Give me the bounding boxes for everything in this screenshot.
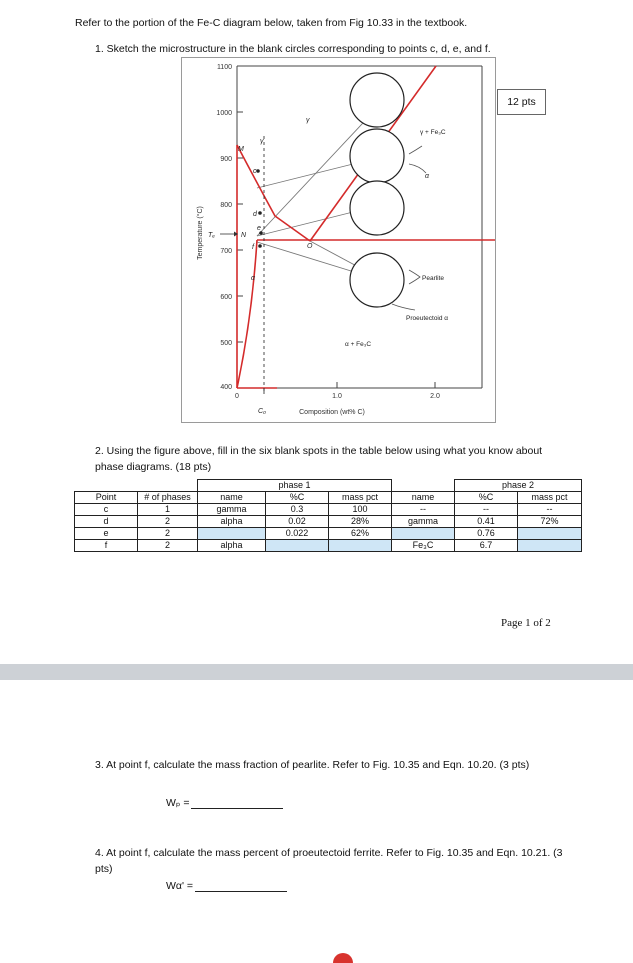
alpha-region-label: α	[251, 275, 255, 282]
points-badge: 12 pts	[497, 89, 546, 115]
cell-p2-c[interactable]: 6.7	[455, 540, 518, 552]
cell-p1-mass[interactable]: 100	[329, 504, 392, 516]
cell-point: e	[75, 528, 138, 540]
page-divider	[0, 664, 633, 680]
cell-phases: 2	[138, 528, 198, 540]
cell-p1-name[interactable]: gamma	[198, 504, 266, 516]
y-tick-label: 900	[220, 156, 232, 163]
cell-p2-name-blank[interactable]	[392, 528, 455, 540]
microstructure-circle-c	[350, 73, 404, 127]
point-o-label: O	[307, 243, 313, 250]
ferrite-answer	[166, 880, 287, 892]
page-indicator: Page 1 of 2	[501, 617, 551, 629]
cell-phases: 2	[138, 540, 198, 552]
column-header: %C	[266, 492, 329, 504]
recording-indicator-icon	[333, 953, 353, 963]
label-pointer	[392, 304, 415, 310]
cell-point: c	[75, 504, 138, 516]
table-row	[75, 528, 582, 540]
cell-p2-c[interactable]: 0.41	[455, 516, 518, 528]
question-4: 4. At point f, calculate the mass percent of proeutectoid ferrite. Refer to Fig. 10.35 and Eqn. 10.21. (3 pts)	[95, 847, 563, 875]
cell-p1-name[interactable]: alpha	[198, 516, 266, 528]
y-tick-label: 1100	[216, 64, 232, 71]
cell-p2-name[interactable]: --	[392, 504, 455, 516]
cell-p1-c-blank[interactable]	[266, 540, 329, 552]
cell-p1-c[interactable]: 0.02	[266, 516, 329, 528]
fe-c-phase-diagram	[181, 57, 496, 423]
cell-p2-mass-blank[interactable]	[518, 540, 582, 552]
intro-text: Refer to the portion of the Fe-C diagram below, taken from Fig 10.33 in the textbook.	[75, 17, 468, 29]
y-tick-label: 1000	[216, 110, 232, 117]
cell-phases: 2	[138, 516, 198, 528]
cell-p1-c[interactable]: 0.3	[266, 504, 329, 516]
phase-boundary	[237, 145, 310, 241]
column-header: Point	[75, 492, 138, 504]
x-tick-label: 2.0	[430, 393, 440, 400]
cell-p2-name[interactable]: Fe₃C	[392, 540, 455, 552]
te-label: Tₑ	[208, 232, 215, 239]
pearlite-answer-label: Wₚ =	[166, 797, 190, 809]
point-e-label: e	[257, 225, 261, 232]
microstructure-circle-d	[350, 129, 404, 183]
pearlite-brace	[409, 270, 420, 284]
proeutectoid-label: Proeutectoid α	[406, 315, 449, 322]
ferrite-answer-label: Wα' =	[166, 880, 194, 892]
point-c-label: c	[253, 168, 257, 175]
cell-p1-mass[interactable]: 62%	[329, 528, 392, 540]
cell-p2-mass[interactable]: 72%	[518, 516, 582, 528]
table-row	[75, 504, 582, 516]
ferrite-answer-blank[interactable]	[195, 881, 287, 892]
table-row	[75, 540, 582, 552]
cell-p2-c[interactable]: 0.76	[455, 528, 518, 540]
x-axis-label: Composition (wt% C)	[299, 409, 365, 416]
point-d-marker	[258, 211, 262, 215]
cell-p2-mass-blank[interactable]	[518, 528, 582, 540]
pearlite-label: Pearlite	[422, 275, 445, 282]
y-tick-label: 600	[220, 294, 232, 301]
cell-p2-mass[interactable]: --	[518, 504, 582, 516]
point-f-label: f	[252, 244, 254, 251]
column-header: # of phases	[138, 492, 198, 504]
microstructure-circle-f	[350, 253, 404, 307]
cell-p1-mass-blank[interactable]	[329, 540, 392, 552]
point-f-marker	[258, 244, 262, 248]
label-pointer	[409, 164, 426, 173]
phase1-header: phase 1	[198, 480, 392, 492]
y-tick-label: 800	[220, 202, 232, 209]
phase2-header: phase 2	[455, 480, 582, 492]
phase-table	[74, 479, 582, 552]
gamma-label-small: γ	[260, 138, 264, 145]
c0-label: C₀	[258, 408, 267, 415]
gamma-region-label: γ	[306, 117, 310, 124]
cell-p1-c[interactable]: 0.022	[266, 528, 329, 540]
column-header: name	[198, 492, 266, 504]
x-tick-label: 1.0	[332, 393, 342, 400]
cell-p1-name[interactable]: alpha	[198, 540, 266, 552]
y-tick-label: 400	[220, 384, 232, 391]
column-header: %C	[455, 492, 518, 504]
x-tick-label: 0	[235, 393, 239, 400]
cell-point: f	[75, 540, 138, 552]
point-n-label: N	[241, 232, 247, 239]
point-c-marker	[256, 169, 260, 173]
column-header: name	[392, 492, 455, 504]
question-3: 3. At point f, calculate the mass fraction of pearlite. Refer to Fig. 10.35 and Eqn. 10.20. (3 pts)	[95, 759, 530, 771]
point-m-label: M	[238, 146, 244, 153]
column-header: mass pct	[518, 492, 582, 504]
y-axis-label: Temperature (°C)	[197, 206, 204, 260]
cell-phases: 1	[138, 504, 198, 516]
gamma-fe3c-label: γ + Fe₃C	[420, 129, 446, 136]
cell-point: d	[75, 516, 138, 528]
alpha-label-near-circle: α	[425, 173, 429, 180]
alpha-fe3c-label: α + Fe₃C	[345, 341, 372, 348]
column-header: mass pct	[329, 492, 392, 504]
table-group-header-row	[75, 480, 582, 492]
phase-diagram-svg	[182, 58, 495, 422]
y-tick-label: 700	[220, 248, 232, 255]
cell-p1-mass[interactable]: 28%	[329, 516, 392, 528]
point-d-label: d	[253, 211, 257, 218]
phase-boundary	[237, 240, 257, 388]
cell-p2-c[interactable]: --	[455, 504, 518, 516]
table-header-row	[75, 492, 582, 504]
pearlite-answer	[166, 797, 283, 809]
pearlite-answer-blank[interactable]	[191, 798, 283, 809]
question-2: 2. Using the figure above, fill in the six blank spots in the table below using what you know about phase diagrams. (18 pts)	[95, 445, 543, 473]
label-pointer	[409, 146, 422, 154]
microstructure-circle-e	[350, 181, 404, 235]
cell-p1-name-blank[interactable]	[198, 528, 266, 540]
question-1: 1. Sketch the microstructure in the blank circles corresponding to points c, d, e, and f.	[95, 43, 491, 55]
table-row	[75, 516, 582, 528]
cell-p2-name[interactable]: gamma	[392, 516, 455, 528]
y-tick-label: 500	[220, 340, 232, 347]
